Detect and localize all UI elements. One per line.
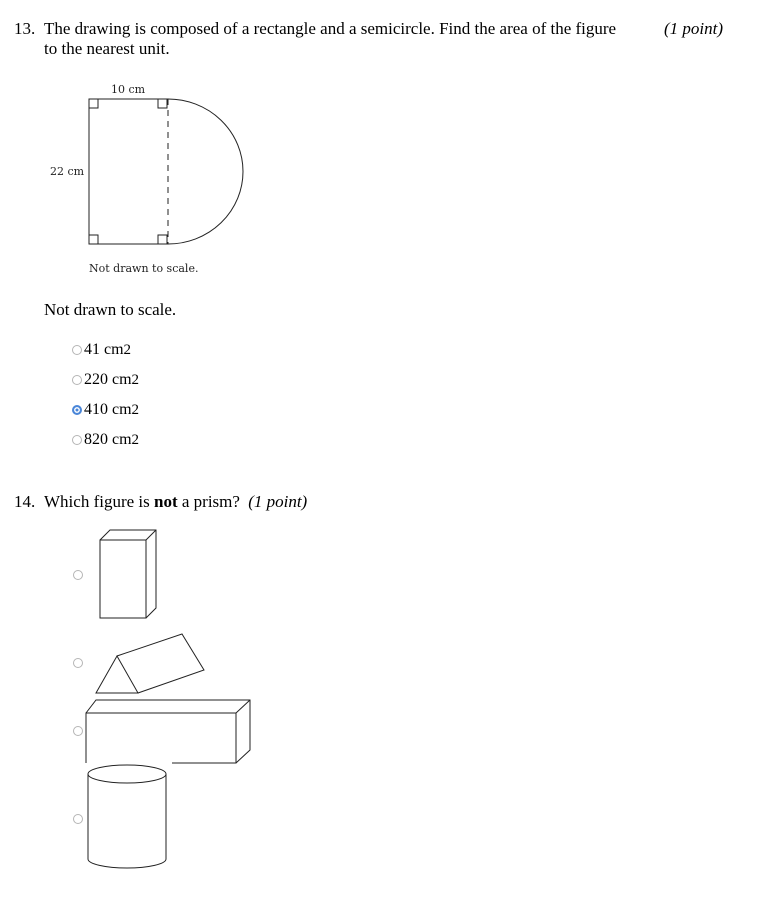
figure-width-label: 10 cm	[111, 83, 146, 96]
q13-points: (1 point)	[664, 19, 724, 38]
rectangle-outline	[89, 99, 168, 244]
long-rectangular-prism-icon	[86, 700, 250, 763]
composite-figure	[80, 90, 260, 260]
option-value: 410 cm	[84, 401, 132, 418]
q14-question	[44, 492, 307, 512]
q13-question-line1	[44, 19, 616, 39]
right-angle-marker	[158, 99, 167, 108]
q13-note: Not drawn to scale.	[44, 300, 177, 319]
cylinder-icon	[88, 765, 166, 868]
right-angle-marker	[89, 99, 98, 108]
q13-option-2[interactable]: 220 cm 2	[72, 369, 139, 391]
q13-option-3[interactable]: 410 cm 2	[72, 399, 139, 421]
q14-figures	[0, 520, 300, 880]
option-value: 820 cm	[84, 431, 132, 448]
option-value: 220 cm	[84, 371, 132, 388]
q13-option-4[interactable]: 820 cm 2	[72, 429, 139, 451]
rectangular-prism-icon	[100, 530, 156, 618]
semicircle-arc	[168, 99, 243, 244]
q14-text-after: a prism?	[177, 492, 240, 511]
q14-number: 14.	[14, 492, 36, 511]
figure-height-label: 22 cm	[50, 165, 85, 178]
q13-question-text: The drawing is composed of a rectangle and a semicircle. Find the area of the figure	[44, 19, 617, 38]
figure-caption: Not drawn to scale.	[89, 262, 199, 275]
q13-number: 13.	[14, 19, 36, 38]
q14-text-bold: not	[154, 492, 178, 511]
q14-points: (1 point)	[248, 492, 308, 511]
radio-button[interactable]	[72, 345, 82, 355]
q13-option-1[interactable]: 41 cm 2	[72, 339, 131, 361]
right-angle-marker	[89, 235, 98, 244]
radio-button[interactable]	[72, 375, 82, 385]
radio-button[interactable]	[72, 435, 82, 445]
option-value: 41 cm	[84, 341, 124, 358]
triangular-prism-icon	[96, 634, 204, 693]
radio-button-selected[interactable]	[72, 405, 82, 415]
right-angle-marker	[158, 235, 167, 244]
q14-text-before: Which figure is	[44, 492, 154, 511]
q13-question-line2: to the nearest unit.	[44, 39, 170, 58]
